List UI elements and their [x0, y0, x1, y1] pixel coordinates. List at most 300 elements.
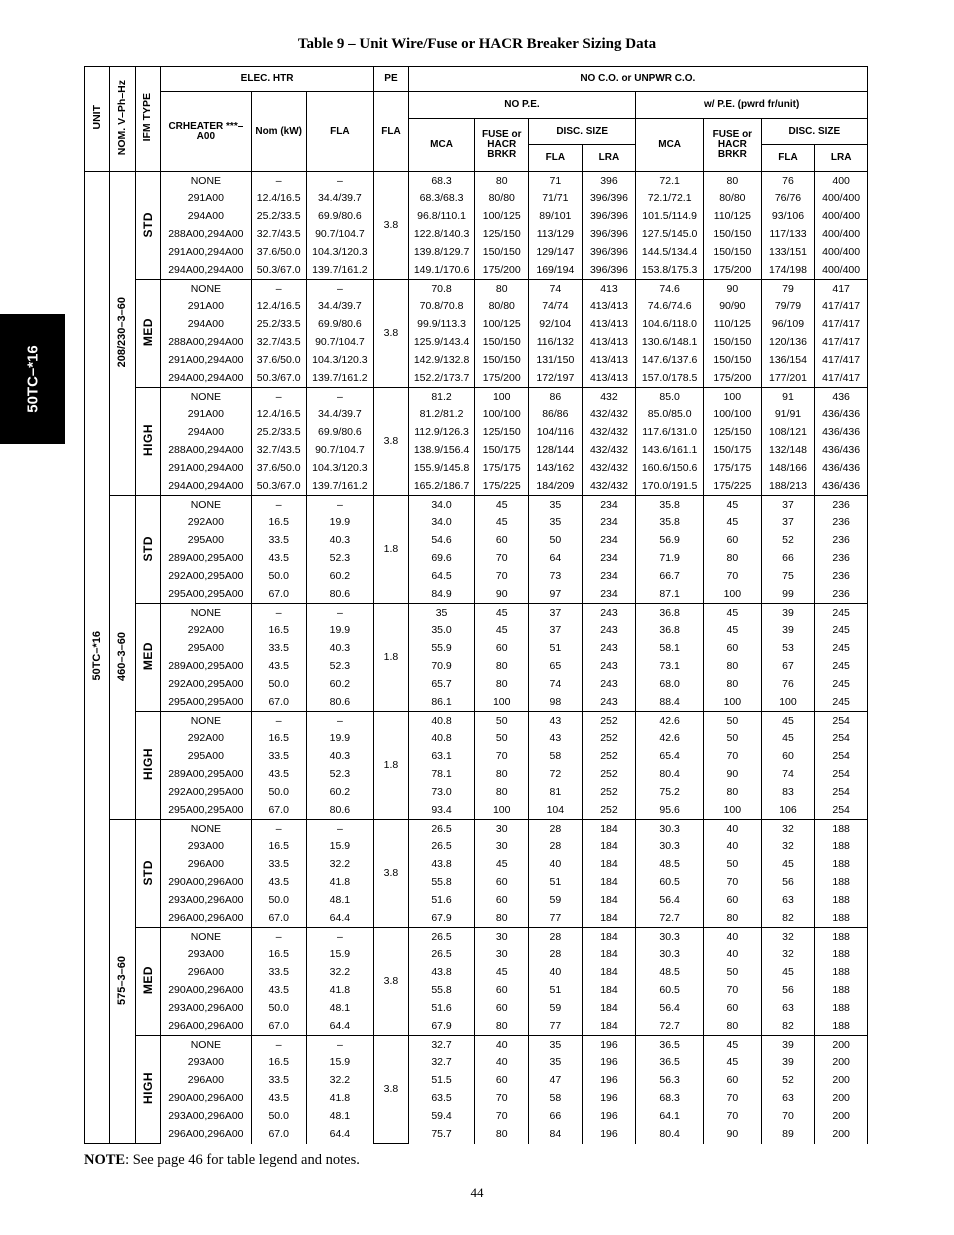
table-row	[85, 244, 868, 262]
table-cell: 34.4/39.7	[306, 190, 374, 208]
table-cell: 81.2	[408, 388, 475, 406]
table-cell: 150/150	[704, 334, 762, 352]
table-cell: 70	[704, 874, 762, 892]
table-cell: 80	[475, 658, 529, 676]
table-cell: 45	[475, 964, 529, 982]
table-cell: 58	[529, 748, 583, 766]
table-cell: 66	[761, 550, 815, 568]
table-cell: 50	[529, 532, 583, 550]
table-cell: 400/400	[815, 190, 868, 208]
table-cell: 60	[704, 1072, 762, 1090]
table-cell: 174/198	[761, 262, 815, 280]
table-cell: 45	[475, 622, 529, 640]
table-cell: 254	[815, 730, 868, 748]
table-cell: 64.4	[306, 1126, 374, 1144]
table-cell: 184	[582, 1018, 636, 1036]
table-cell: 252	[582, 802, 636, 820]
nom-kw-header: Nom (kW)	[251, 92, 306, 172]
table-cell: 245	[815, 604, 868, 622]
table-cell: 70.8	[408, 280, 475, 298]
table-cell: 90	[704, 1126, 762, 1144]
table-cell: 63	[761, 1000, 815, 1018]
table-cell: 188	[815, 856, 868, 874]
table-cell: 32.7/43.5	[251, 226, 306, 244]
table-cell: 293A00,296A00	[160, 1108, 251, 1126]
table-cell: 80/80	[475, 298, 529, 316]
table-cell: 417	[815, 280, 868, 298]
table-cell: 60	[704, 1000, 762, 1018]
table-cell: 52.3	[306, 658, 374, 676]
table-cell: 184	[582, 982, 636, 1000]
table-cell: 39	[761, 1054, 815, 1072]
table-cell: 132/148	[761, 442, 815, 460]
ifm-type-cell: HIGH	[135, 1036, 160, 1144]
table-cell: 40.8	[408, 730, 475, 748]
table-cell: 236	[815, 514, 868, 532]
unit-cell: 50TC–*16	[85, 172, 110, 1144]
table-cell: 184	[582, 1000, 636, 1018]
table-row	[85, 658, 868, 676]
table-cell: 37	[529, 622, 583, 640]
table-row	[85, 208, 868, 226]
table-cell: 70	[475, 1108, 529, 1126]
table-cell: 36.8	[636, 622, 704, 640]
pe-fla-header: FLA	[374, 92, 408, 172]
table-cell: 150/150	[475, 352, 529, 370]
table-cell: 175/200	[704, 262, 762, 280]
table-cell: 234	[582, 586, 636, 604]
table-cell: 104.6/118.0	[636, 316, 704, 334]
table-row	[85, 712, 868, 730]
table-cell: 139.7/161.2	[306, 478, 374, 496]
table-cell: 436/436	[815, 406, 868, 424]
table-cell: 129/147	[529, 244, 583, 262]
table-cell: 45	[704, 514, 762, 532]
table-cell: 43.5	[251, 874, 306, 892]
unit-header: UNIT	[85, 67, 110, 172]
table-cell: 69.9/80.6	[306, 316, 374, 334]
table-cell: 184	[582, 838, 636, 856]
table-cell: 43.5	[251, 658, 306, 676]
table-cell: 139.7/161.2	[306, 262, 374, 280]
table-cell: NONE	[160, 280, 251, 298]
table-cell: 120/136	[761, 334, 815, 352]
table-cell: 65.4	[636, 748, 704, 766]
ifm-type-cell: MED	[135, 604, 160, 712]
table-cell: 66.7	[636, 568, 704, 586]
table-cell: 200	[815, 1072, 868, 1090]
table-cell: 436/436	[815, 460, 868, 478]
table-cell: 70.8/70.8	[408, 298, 475, 316]
table-cell: 60.2	[306, 568, 374, 586]
pe-fla-cell: 1.8	[374, 496, 408, 604]
table-cell: 52	[761, 532, 815, 550]
table-cell: 45	[704, 604, 762, 622]
table-cell: 92/104	[529, 316, 583, 334]
table-cell: 150/175	[704, 442, 762, 460]
table-cell: 100	[704, 694, 762, 712]
nom-voltage-header: NOM. V–Ph–Hz	[110, 67, 135, 172]
table-cell: 32.7/43.5	[251, 442, 306, 460]
table-row	[85, 928, 868, 946]
table-cell: 60	[475, 532, 529, 550]
table-cell: 131/150	[529, 352, 583, 370]
table-cell: 80	[475, 280, 529, 298]
table-cell: 90.7/104.7	[306, 334, 374, 352]
table-cell: 70	[704, 1108, 762, 1126]
table-cell: 74	[529, 676, 583, 694]
table-cell: 184	[582, 928, 636, 946]
table-row	[85, 352, 868, 370]
table-cell: 150/150	[704, 244, 762, 262]
table-cell: 413/413	[582, 298, 636, 316]
table-cell: 40	[475, 1036, 529, 1054]
table-cell: 296A00	[160, 1072, 251, 1090]
table-cell: 69.9/80.6	[306, 208, 374, 226]
table-cell: 293A00	[160, 946, 251, 964]
table-cell: 101.5/114.9	[636, 208, 704, 226]
table-cell: 67.0	[251, 694, 306, 712]
table-row	[85, 1054, 868, 1072]
table-cell: 64.4	[306, 1018, 374, 1036]
table-cell: 234	[582, 532, 636, 550]
table-cell: 432/432	[582, 478, 636, 496]
table-cell: 295A00	[160, 640, 251, 658]
table-cell: 243	[582, 622, 636, 640]
table-row	[85, 910, 868, 928]
table-cell: 436	[815, 388, 868, 406]
table-cell: 90	[704, 280, 762, 298]
table-cell: 96/109	[761, 316, 815, 334]
table-cell: 30	[475, 928, 529, 946]
table-cell: 68.0	[636, 676, 704, 694]
table-cell: 80	[704, 676, 762, 694]
table-cell: 80	[704, 784, 762, 802]
table-cell: 292A00	[160, 514, 251, 532]
table-cell: 117/133	[761, 226, 815, 244]
table-cell: 60	[475, 640, 529, 658]
table-cell: 252	[582, 784, 636, 802]
table-cell: 188	[815, 910, 868, 928]
table-cell: –	[306, 172, 374, 190]
table-cell: 200	[815, 1054, 868, 1072]
table-cell: 48.1	[306, 892, 374, 910]
table-cell: 184	[582, 874, 636, 892]
table-cell: 188	[815, 838, 868, 856]
table-cell: 100	[704, 802, 762, 820]
table-cell: 63.1	[408, 748, 475, 766]
table-cell: 51.6	[408, 892, 475, 910]
table-cell: 294A00	[160, 208, 251, 226]
table-row	[85, 838, 868, 856]
table-cell: 117.6/131.0	[636, 424, 704, 442]
table-cell: 243	[582, 604, 636, 622]
table-cell: 417/417	[815, 370, 868, 388]
table-cell: 400/400	[815, 226, 868, 244]
no-pe-mca-header: MCA	[408, 119, 475, 172]
table-cell: 184	[582, 892, 636, 910]
table-cell: 32.7	[408, 1054, 475, 1072]
table-cell: 40	[704, 928, 762, 946]
table-cell: 37.6/50.0	[251, 460, 306, 478]
table-cell: 293A00	[160, 1054, 251, 1072]
table-cell: 188	[815, 946, 868, 964]
table-cell: 16.5	[251, 946, 306, 964]
table-cell: 43.5	[251, 550, 306, 568]
table-cell: 196	[582, 1108, 636, 1126]
table-cell: 80	[475, 910, 529, 928]
table-cell: 236	[815, 568, 868, 586]
table-cell: 184	[582, 964, 636, 982]
table-cell: –	[251, 712, 306, 730]
table-cell: 110/125	[704, 208, 762, 226]
table-cell: NONE	[160, 604, 251, 622]
table-cell: 60	[704, 532, 762, 550]
table-row	[85, 1018, 868, 1036]
table-cell: 99.9/113.3	[408, 316, 475, 334]
table-cell: 142.9/132.8	[408, 352, 475, 370]
note-label: NOTE	[84, 1152, 126, 1168]
table-cell: 50.3/67.0	[251, 370, 306, 388]
table-cell: 100	[475, 388, 529, 406]
table-cell: 432/432	[582, 424, 636, 442]
table-cell: 63	[761, 892, 815, 910]
table-cell: 51	[529, 874, 583, 892]
table-cell: 16.5	[251, 838, 306, 856]
table-cell: 16.5	[251, 514, 306, 532]
table-cell: 48.5	[636, 964, 704, 982]
table-cell: 138.9/156.4	[408, 442, 475, 460]
table-cell: 104.3/120.3	[306, 352, 374, 370]
table-cell: 292A00,295A00	[160, 568, 251, 586]
table-cell: 50	[704, 964, 762, 982]
table-cell: 152.2/173.7	[408, 370, 475, 388]
table-cell: 104.3/120.3	[306, 244, 374, 262]
table-cell: 39	[761, 622, 815, 640]
table-cell: 196	[582, 1072, 636, 1090]
table-cell: 71/71	[529, 190, 583, 208]
table-cell: 296A00,296A00	[160, 1018, 251, 1036]
table-cell: 37.6/50.0	[251, 352, 306, 370]
table-cell: 74.6/74.6	[636, 298, 704, 316]
table-cell: 254	[815, 712, 868, 730]
table-cell: 70	[704, 568, 762, 586]
table-cell: 45	[475, 604, 529, 622]
table-cell: 45	[704, 622, 762, 640]
table-cell: 68.3	[408, 172, 475, 190]
table-cell: 175/200	[475, 262, 529, 280]
table-cell: NONE	[160, 172, 251, 190]
w-pe-header: w/ P.E. (pwrd fr/unit)	[636, 92, 868, 119]
table-row	[85, 766, 868, 784]
table-cell: 143/162	[529, 460, 583, 478]
table-cell: 41.8	[306, 1090, 374, 1108]
table-cell: 150/150	[475, 334, 529, 352]
table-cell: 188	[815, 964, 868, 982]
table-cell: 60.5	[636, 874, 704, 892]
table-cell: 80	[704, 1018, 762, 1036]
table-cell: 74/74	[529, 298, 583, 316]
table-cell: –	[306, 1036, 374, 1054]
table-cell: 32	[761, 946, 815, 964]
table-cell: 175/225	[704, 478, 762, 496]
ifm-type-cell: MED	[135, 280, 160, 388]
table-cell: 294A00	[160, 424, 251, 442]
ifm-type-cell: MED	[135, 928, 160, 1036]
table-row	[85, 226, 868, 244]
voltage-cell: 575–3–60	[110, 820, 135, 1144]
table-cell: 175/200	[704, 370, 762, 388]
table-cell: 80/80	[475, 190, 529, 208]
table-row	[85, 442, 868, 460]
table-cell: 184	[582, 946, 636, 964]
table-cell: 196	[582, 1054, 636, 1072]
table-cell: 39	[761, 604, 815, 622]
table-cell: 52.3	[306, 766, 374, 784]
table-cell: 60	[475, 1000, 529, 1018]
table-cell: 45	[761, 964, 815, 982]
table-cell: 130.6/148.1	[636, 334, 704, 352]
table-cell: 436/436	[815, 424, 868, 442]
table-cell: 67.0	[251, 802, 306, 820]
table-cell: 245	[815, 658, 868, 676]
table-cell: 80	[475, 1126, 529, 1144]
table-cell: 413/413	[582, 352, 636, 370]
table-cell: –	[306, 496, 374, 514]
table-cell: 12.4/16.5	[251, 190, 306, 208]
table-cell: 40	[704, 838, 762, 856]
table-cell: 127.5/145.0	[636, 226, 704, 244]
table-cell: 43	[529, 712, 583, 730]
table-row	[85, 1108, 868, 1126]
table-cell: 47	[529, 1072, 583, 1090]
table-cell: 400/400	[815, 262, 868, 280]
table-cell: 160.6/150.6	[636, 460, 704, 478]
table-cell: 200	[815, 1126, 868, 1144]
table-cell: 200	[815, 1090, 868, 1108]
table-row	[85, 748, 868, 766]
table-cell: 25.2/33.5	[251, 424, 306, 442]
table-cell: 125/150	[475, 226, 529, 244]
table-cell: 32	[761, 928, 815, 946]
side-tab	[0, 314, 65, 444]
table-row	[85, 460, 868, 478]
table-cell: 296A00	[160, 856, 251, 874]
table-cell: 36.5	[636, 1054, 704, 1072]
table-cell: 33.5	[251, 640, 306, 658]
table-cell: 35	[529, 1054, 583, 1072]
pe-fla-cell: 3.8	[374, 1036, 408, 1144]
table-cell: 245	[815, 694, 868, 712]
table-cell: 69.6	[408, 550, 475, 568]
table-cell: 292A00	[160, 730, 251, 748]
w-pe-fuse-header: FUSE or HACR BRKR	[704, 119, 762, 172]
table-cell: 254	[815, 748, 868, 766]
table-cell: 295A00,295A00	[160, 802, 251, 820]
table-cell: NONE	[160, 388, 251, 406]
table-cell: 184/209	[529, 478, 583, 496]
table-cell: 50	[704, 856, 762, 874]
table-cell: 35.0	[408, 622, 475, 640]
table-cell: 84.9	[408, 586, 475, 604]
table-cell: 19.9	[306, 730, 374, 748]
table-cell: 84	[529, 1126, 583, 1144]
table-cell: 12.4/16.5	[251, 298, 306, 316]
table-cell: 400/400	[815, 208, 868, 226]
table-cell: 291A00	[160, 190, 251, 208]
no-pe-fuse-header: FUSE or HACR BRKR	[475, 119, 529, 172]
table-cell: 67.9	[408, 1018, 475, 1036]
table-row	[85, 640, 868, 658]
table-cell: 60.2	[306, 676, 374, 694]
table-cell: 77	[529, 1018, 583, 1036]
table-cell: 30.3	[636, 838, 704, 856]
table-cell: 50.0	[251, 1000, 306, 1018]
table-row	[85, 514, 868, 532]
table-cell: 36.8	[636, 604, 704, 622]
table-cell: 436/436	[815, 478, 868, 496]
table-cell: 69.9/80.6	[306, 424, 374, 442]
table-cell: 43	[529, 730, 583, 748]
table-cell: 90	[475, 586, 529, 604]
table-cell: 40	[529, 964, 583, 982]
table-cell: 432/432	[582, 460, 636, 478]
table-cell: 293A00	[160, 838, 251, 856]
voltage-cell: 208/230–3–60	[110, 172, 135, 496]
table-cell: 40	[704, 820, 762, 838]
table-cell: 65.7	[408, 676, 475, 694]
table-cell: 128/144	[529, 442, 583, 460]
table-cell: 64.5	[408, 568, 475, 586]
table-cell: 413/413	[582, 316, 636, 334]
table-cell: 413/413	[582, 370, 636, 388]
table-row	[85, 262, 868, 280]
table-cell: –	[251, 820, 306, 838]
table-cell: 100/100	[704, 406, 762, 424]
ifm-type-cell: HIGH	[135, 388, 160, 496]
table-cell: 79/79	[761, 298, 815, 316]
table-cell: 60	[761, 748, 815, 766]
table-cell: 35	[529, 1036, 583, 1054]
table-row	[85, 478, 868, 496]
table-cell: –	[306, 928, 374, 946]
table-cell: 50.0	[251, 784, 306, 802]
pe-fla-cell: 3.8	[374, 388, 408, 496]
table-cell: 188	[815, 820, 868, 838]
table-cell: 112.9/126.3	[408, 424, 475, 442]
table-cell: –	[251, 496, 306, 514]
table-cell: NONE	[160, 496, 251, 514]
table-cell: 66	[529, 1108, 583, 1126]
table-cell: 296A00	[160, 964, 251, 982]
table-cell: 252	[582, 766, 636, 784]
table-cell: 290A00,296A00	[160, 982, 251, 1000]
table-cell: 234	[582, 568, 636, 586]
table-cell: 70	[475, 550, 529, 568]
no-co-header: NO C.O. or UNPWR C.O.	[408, 67, 867, 92]
table-cell: 45	[761, 712, 815, 730]
table-cell: 50	[704, 712, 762, 730]
table-cell: 417/417	[815, 316, 868, 334]
table-cell: 400/400	[815, 244, 868, 262]
table-cell: 291A00	[160, 298, 251, 316]
table-cell: 175/175	[704, 460, 762, 478]
table-cell: 236	[815, 496, 868, 514]
table-cell: 289A00,295A00	[160, 658, 251, 676]
table-cell: 139.8/129.7	[408, 244, 475, 262]
table-cell: 41.8	[306, 874, 374, 892]
table-cell: 99	[761, 586, 815, 604]
